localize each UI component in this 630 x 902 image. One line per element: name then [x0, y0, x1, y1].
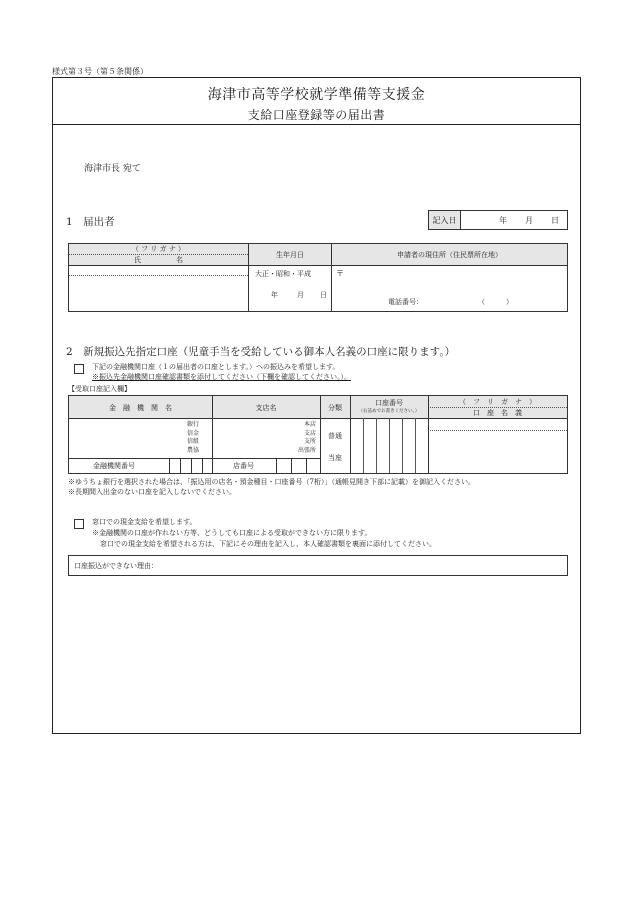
bank-type-shinkin: 信金 [187, 429, 200, 437]
account-type-header: 分類 [328, 404, 342, 412]
bank-transfer-checkbox[interactable] [74, 364, 84, 374]
entry-date-field[interactable] [461, 211, 568, 230]
section1-heading: 1 届出者 [66, 216, 115, 228]
note-yucho: ※ゆうちょ銀行を選択された場合は、「振込用の店名・預金種目・口座番号（7桁）」（通帳見開き下部に記載）を御記入ください。 [68, 478, 475, 486]
name-header-cell [69, 244, 249, 266]
title-line1: 海津市高等学校就学準備等支援金 [207, 87, 426, 103]
applicant-table [68, 243, 568, 312]
branch-type-head: 本店 [303, 421, 316, 428]
cash-payment-note1: ※金融機関の口座が作れない方等、どうしても口座による受取ができない方に限ります。 [92, 529, 372, 537]
phone-label: 電話番号： [388, 298, 423, 306]
entry-field-label: 【受取口座記入欄】 [68, 385, 131, 393]
note-longterm: ※長期間入出金のない口座を記入しないでください。 [68, 488, 236, 496]
dob-day: 日 [320, 291, 327, 299]
branch-name-header: 支店名 [255, 404, 277, 412]
branch-type-office: 支所 [303, 438, 316, 445]
title-box [52, 77, 581, 125]
branch-type-list [274, 421, 316, 455]
branch-type-sub: 出張所 [297, 446, 316, 454]
phone-parens: （ ） [478, 298, 513, 306]
branch-code-label: 店番号 [233, 462, 254, 470]
cash-payment-checkbox[interactable] [74, 519, 84, 529]
bank-type-shinkumi: 信組 [187, 438, 200, 445]
section2-heading: 2 新規振込先指定口座（児童手当を受給している御本人名義の口座に限ります。） [66, 346, 456, 358]
address-field[interactable] [332, 266, 568, 312]
type-current: 当座 [328, 454, 342, 462]
branch-type-branch: 支店 [303, 429, 316, 437]
holder-furigana-header: （ フ リ ガ ナ ） [459, 398, 536, 406]
dob-header: 生年月日 [249, 244, 332, 266]
reason-box[interactable] [68, 555, 568, 576]
cash-payment-note2: 窓口での現金支給を希望される方は、下記にその理由を記入し、本人確認書類を裏面に添付してください。 [100, 540, 436, 548]
entry-date-label: 記入日 [429, 211, 461, 230]
bank-account-table [68, 395, 568, 474]
bank-transfer-note2: ※振込先金融機関口座確認書類を添付してください（下欄を確認してください。）。 [92, 373, 351, 381]
address-header: 申請者の現住所（住民票所在地） [332, 244, 568, 266]
holder-name-header: 口 座 名 義 [473, 409, 522, 417]
account-number-note: （右詰めでお書きください。） [358, 409, 420, 414]
bank-type-nokyo: 農協 [187, 446, 200, 454]
furigana-input[interactable] [69, 266, 248, 276]
entry-date-month: 月 [525, 216, 533, 225]
entry-date-day: 日 [551, 216, 559, 225]
furigana-header: （ フ リ ガ ナ ） [69, 244, 248, 255]
name-header: 氏 名 [134, 256, 183, 264]
reason-label: 口座振込ができない理由： [74, 562, 158, 570]
postal-mark: 〒 [336, 269, 344, 278]
type-ordinary: 普通 [328, 432, 342, 440]
bank-type-list [187, 421, 199, 455]
entry-date-box [428, 210, 568, 230]
entry-date-year: 年 [499, 216, 507, 225]
cash-payment-label: 窓口での現金支給を希望します。 [92, 518, 197, 526]
account-number-header: 口座番号 [375, 399, 403, 407]
title-line2: 支給口座登録等の届出書 [247, 108, 386, 122]
dob-year: 年 [271, 291, 278, 299]
dob-field[interactable] [249, 266, 332, 312]
bank-code-label: 金融機関番号 [93, 462, 135, 470]
bank-transfer-note1: 下記の金融機関口座（１の届出者の口座とします。）への振込みを希望します。 [92, 363, 340, 371]
era-options: 大正・昭和・平成 [255, 270, 311, 278]
form-number: 様式第３号（第５条関係） [52, 67, 148, 76]
addressee: 海津市長 宛て [84, 164, 141, 174]
bank-type-bank: 銀行 [187, 421, 200, 428]
dob-month: 月 [297, 291, 304, 299]
name-field[interactable] [69, 266, 249, 312]
bank-name-header: 金 融 機 関 名 [109, 404, 172, 412]
